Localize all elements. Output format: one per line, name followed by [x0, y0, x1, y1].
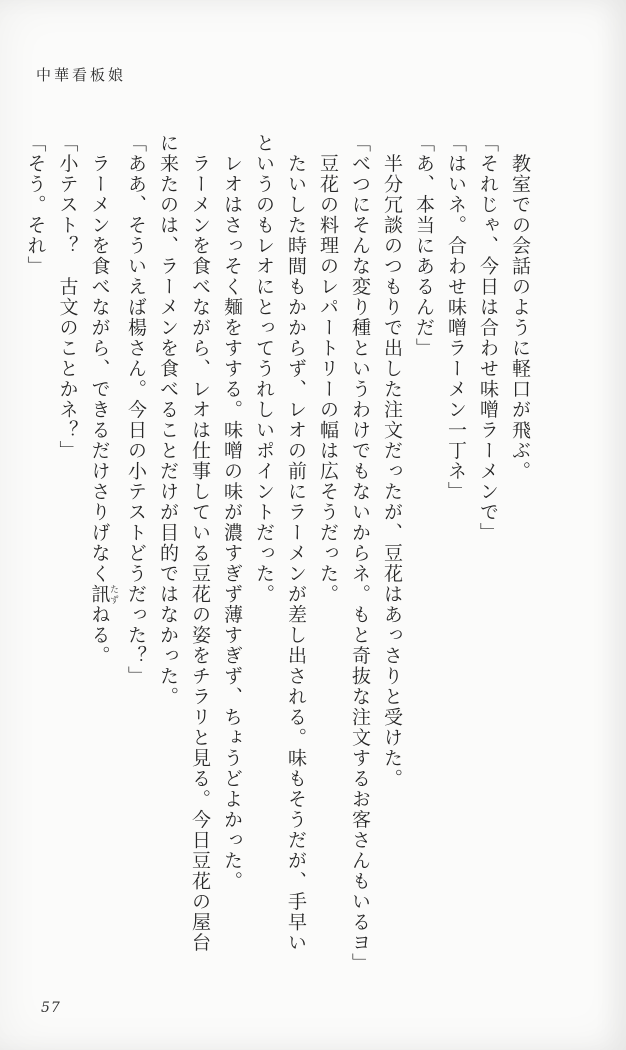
- text-column-with-furigana: [83, 133, 120, 1023]
- text-segment: ねる。: [88, 604, 110, 666]
- furigana-annotation: [88, 584, 119, 605]
- vertical-text-body: [19, 133, 536, 1023]
- text-column: たいした時間もかからず、レオの前にラーメンが差し出される。味もそうだが、手早い: [285, 133, 306, 953]
- text-segment: ラーメンを食べながら、できるだけさりげなく: [88, 133, 110, 584]
- text-column: に来たのは、ラーメンを食べることだけが目的ではなかった。: [157, 133, 178, 707]
- text-column-dialogue: 「ああ、そういえば楊さん。今日の小テストどうだった？」: [125, 133, 146, 687]
- text-column-dialogue: 「あ、本当にあるんだ」: [413, 133, 434, 359]
- text-column-dialogue: 「小テスト？ 古文のことかネ？」: [56, 133, 78, 461]
- ruby-base: 訊: [88, 584, 110, 605]
- text-column: というのもレオにとってうれしいポイントだった。: [253, 133, 274, 605]
- text-column: 半分冗談のつもりで出した注文だったが、豆花はあっさりと受けた。: [381, 133, 402, 789]
- running-header-title: 中華看板娘: [36, 68, 127, 84]
- ruby-text: たず: [109, 584, 119, 605]
- text-column-dialogue: 「そう。それ」: [24, 133, 46, 277]
- text-column: ラーメンを食べながら、レオは仕事している豆花の姿をチラリと見る。今日豆花の屋台: [189, 133, 210, 953]
- text-column-dialogue: 「はいネ。合わせ味噌ラーメン一丁ネ」: [445, 133, 466, 502]
- text-column: レオはさっそく麺をすする。味噌の味が濃すぎず薄すぎず、ちょうどよかった。: [221, 133, 242, 892]
- text-column: 豆花の料理のレパートリーの幅は広そうだった。: [317, 133, 338, 605]
- text-column: 教室での会話のように軽口が飛ぶ。: [509, 133, 530, 482]
- page-number: 57: [41, 1000, 61, 1016]
- text-column-dialogue: 「べつにそんな変り種というわけでもないからネ。もと奇抜な注文するお客さんもいるヨ」: [349, 133, 370, 974]
- text-column-dialogue: 「それじゃ、今日は合わせ味噌ラーメンで」: [477, 133, 498, 543]
